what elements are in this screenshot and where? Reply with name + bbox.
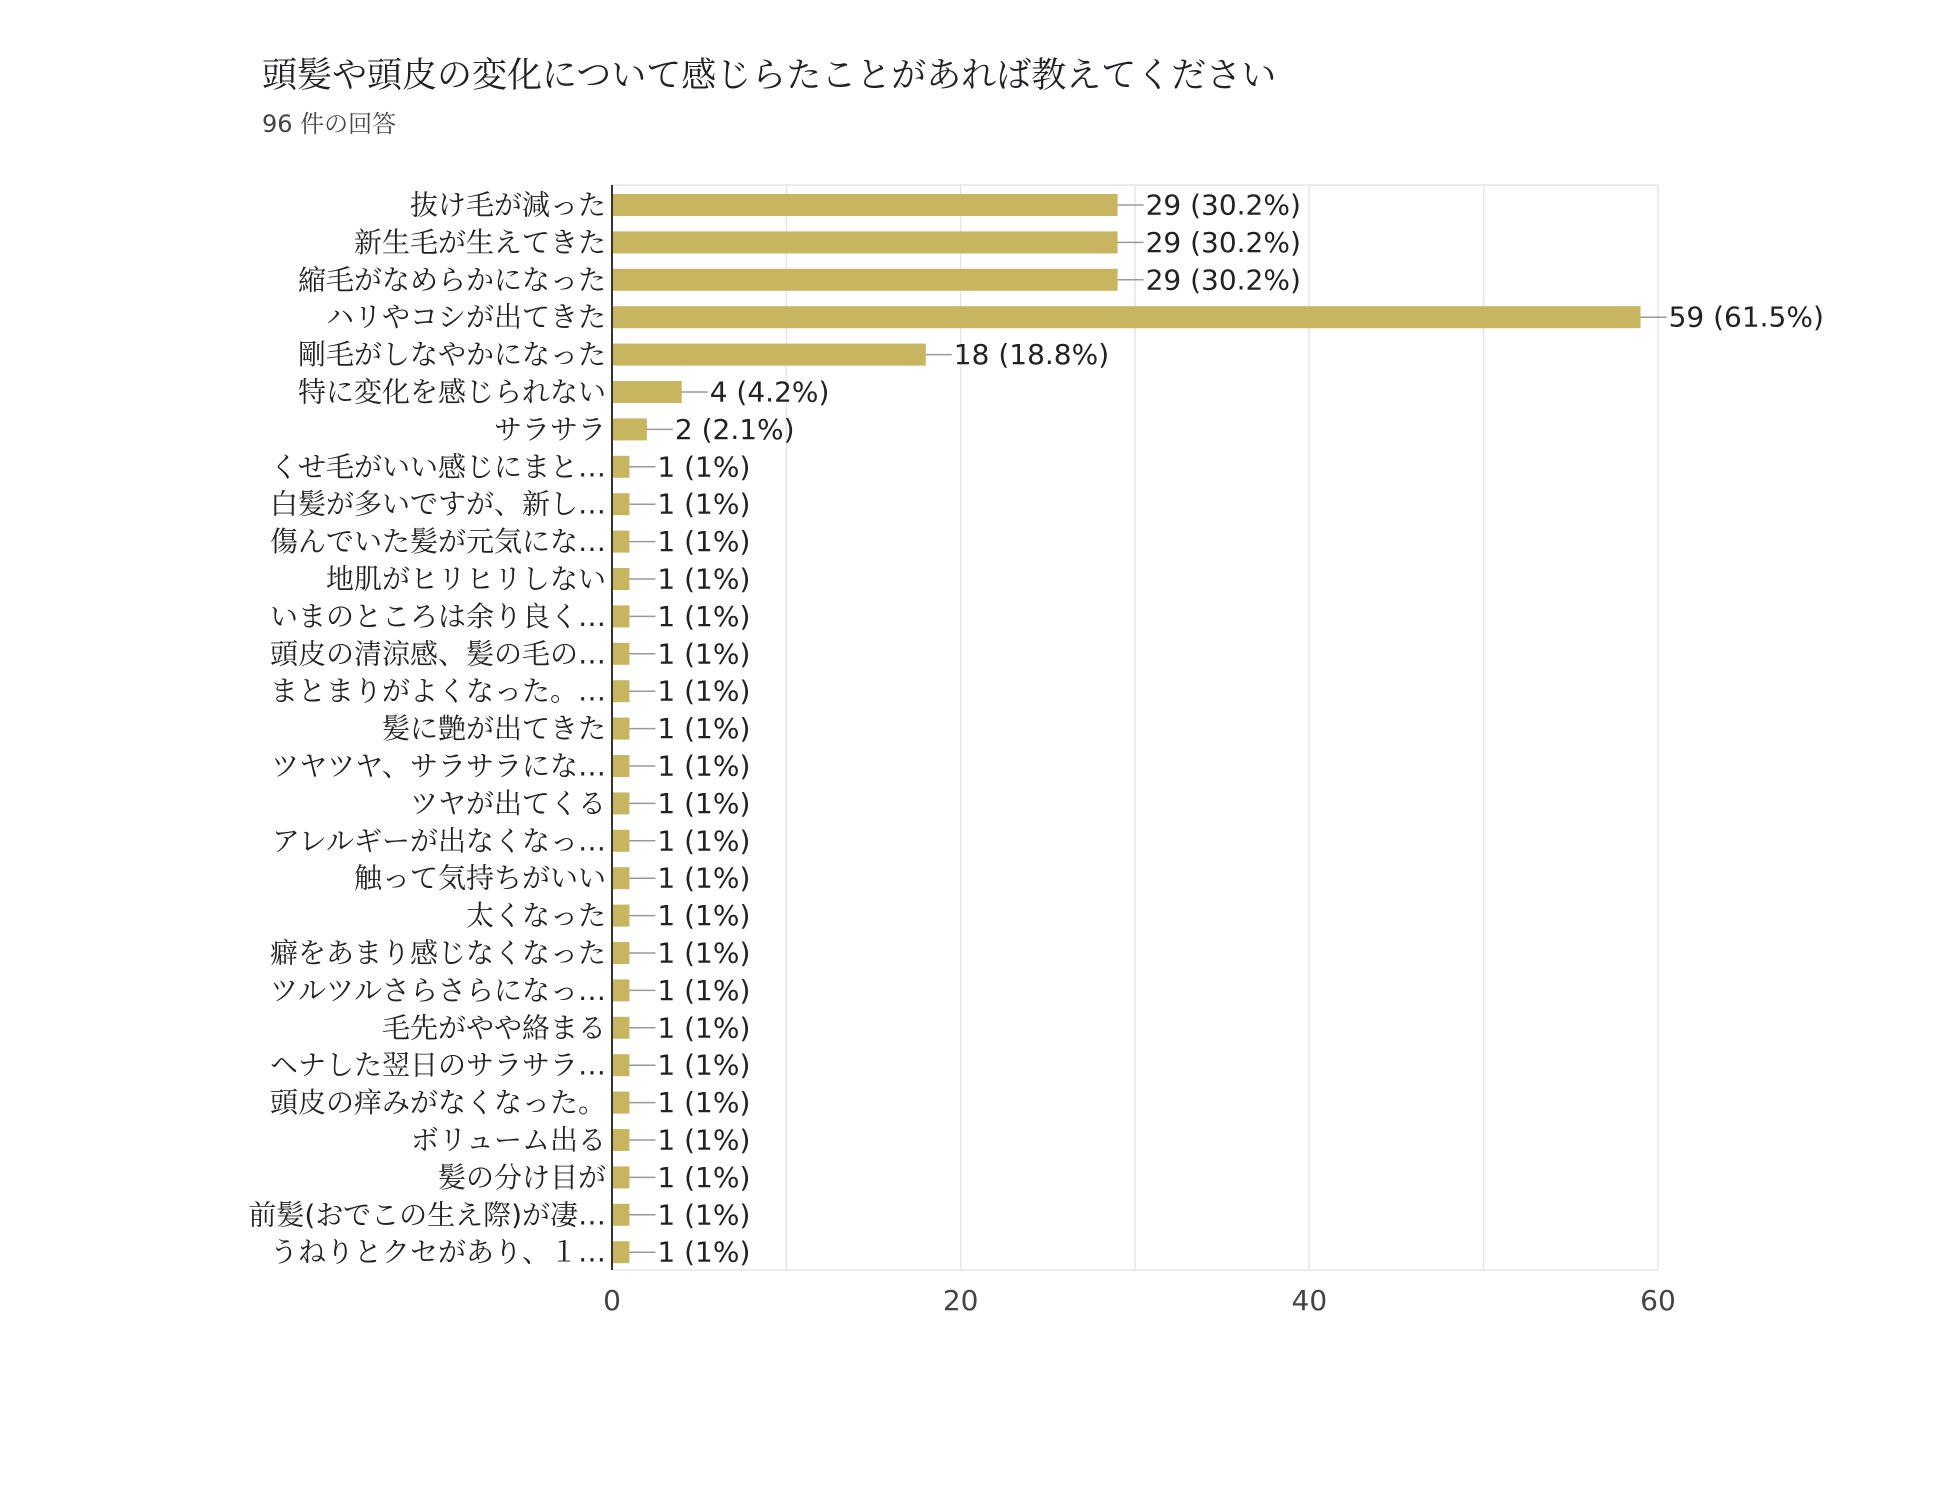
x-axis-ticks [603,1284,1676,1317]
value-label: 1 (1%) [657,525,751,559]
category-label: アレルギーが出なくなっ… [271,824,606,858]
bar [613,1204,629,1226]
category-label: 髪に艶が出てきた [381,712,606,746]
category-label: 特に変化を感じられない [297,375,606,409]
category-labels [248,189,606,1269]
value-label: 1 (1%) [657,562,751,596]
category-label: 頭皮の痒みがなくなった。 [269,1086,606,1120]
value-label: 1 (1%) [657,749,751,783]
bar [613,905,629,927]
value-label: 1 (1%) [657,1160,751,1194]
value-label: 2 (2.1%) [674,412,795,446]
chart-title: 頭髪や頭皮の変化について感じらたことがあれば教えてください [262,56,1277,96]
category-label: 触って気持ちがいい [353,861,606,895]
value-label: 59 (61.5%) [1668,300,1824,334]
value-label: 1 (1%) [657,899,751,933]
category-label: 抜け毛が減った [409,188,606,222]
category-label: ボリューム出る [410,1123,606,1157]
bar [613,306,1641,328]
bar [613,1129,629,1151]
category-label: まとまりがよくなった。… [269,674,606,708]
bar [613,1166,629,1188]
bar [613,792,629,814]
value-label: 1 (1%) [657,1086,751,1120]
category-label: 剛毛がしなやかになった [297,338,606,372]
value-label: 1 (1%) [657,1198,751,1232]
value-label: 1 (1%) [657,786,751,820]
category-label: うねりとクセがあり、１… [269,1235,606,1269]
category-label: 縮毛がなめらかになった [297,263,606,297]
response-count: 96 件の回答 [262,110,397,138]
bar [613,418,647,440]
category-label: いまのところは余り良く… [269,599,606,633]
value-label: 29 (30.2%) [1145,263,1301,297]
category-label: ツルツルさらさらになっ… [269,973,606,1007]
value-label: 1 (1%) [657,861,751,895]
value-label: 1 (1%) [657,936,751,970]
bar [613,381,682,403]
value-label: 1 (1%) [657,637,751,671]
value-label: 1 (1%) [657,674,751,708]
bar [613,493,629,515]
value-label: 1 (1%) [657,487,751,521]
value-label: 29 (30.2%) [1145,188,1301,222]
category-label: 癖をあまり感じなくなった [269,936,606,970]
value-label: 18 (18.8%) [953,338,1110,372]
bar [613,344,926,366]
bar [613,830,629,852]
value-label: 1 (1%) [657,824,751,858]
category-label: くせ毛がいい感じにまと… [269,450,606,484]
bar [613,605,629,627]
category-label: 傷んでいた髪が元気にな… [269,525,606,559]
bar [613,867,629,889]
bar [613,1241,629,1263]
bar [613,194,1118,216]
value-label: 1 (1%) [657,973,751,1007]
category-label: ツヤツヤ、サラサラにな… [271,749,606,783]
value-label: 1 (1%) [657,1048,751,1082]
x-tick-label: 20 [942,1284,979,1317]
category-label: サラサラ [493,412,606,446]
category-label: ツヤが出てくる [409,786,606,820]
value-label: 1 (1%) [657,712,751,746]
category-label: 新生毛が生えてきた [353,225,606,259]
category-label: 頭皮の清涼感、髪の毛の… [269,637,606,671]
value-label: 4 (4.2%) [709,375,830,409]
value-label: 1 (1%) [657,1235,751,1269]
bar [613,1017,629,1039]
value-label: 1 (1%) [657,599,751,633]
bar [613,680,629,702]
bar [613,531,629,553]
bar [613,718,629,740]
bar [613,456,629,478]
category-label: ヘナした翌日のサラサラ… [269,1048,606,1082]
bar [613,942,629,964]
bar [613,1092,629,1114]
category-label: 太くなった [465,899,606,933]
category-label: 前髪(おでこの生え際)が凄… [248,1198,606,1232]
x-tick-label: 40 [1291,1284,1328,1317]
category-label: 白髪が多いですが、新し… [269,487,606,521]
category-label: 髪の分け目が [437,1160,606,1194]
bar [613,568,629,590]
x-tick-label: 60 [1640,1284,1676,1317]
bar [613,755,629,777]
bar [613,231,1118,253]
bars [613,194,1641,1263]
category-label: 毛先がやや絡まる [381,1011,606,1045]
value-label: 29 (30.2%) [1145,225,1301,259]
value-label: 1 (1%) [657,450,751,484]
bar [613,1054,629,1076]
value-label: 1 (1%) [657,1011,751,1045]
category-label: 地肌がヒリヒリしない [325,562,606,596]
value-label: 1 (1%) [657,1123,751,1157]
bar [613,643,629,665]
bar [613,979,629,1001]
x-tick-label: 0 [603,1284,621,1317]
bar [613,269,1118,291]
category-label: ハリやコシが出てきた [325,300,606,334]
